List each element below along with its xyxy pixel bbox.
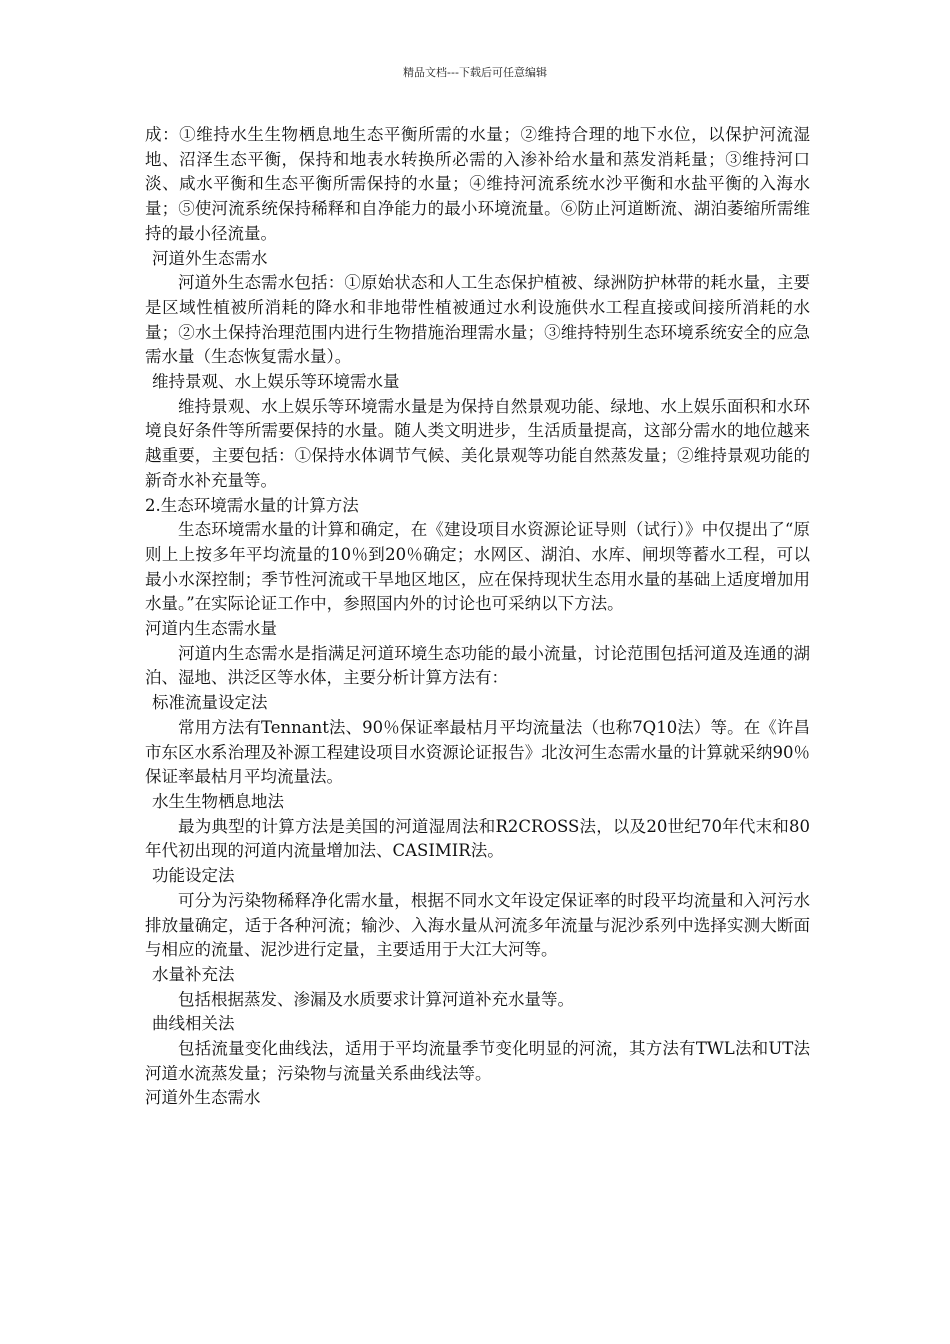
section-heading: 河道外生态需水 [152, 248, 268, 268]
body-paragraph: 河道外生态需水包括：①原始状态和人工生态保护植被、绿洲防护林带的耗水量，主要是区域性植被所消耗的降水和非地带性植被通过水利设施供水工程直接或间接所消耗的水量；②水土保持治理范围内进行生物措施治理需水量；③维持特别生态环境系统安全的应急需水量（生态恢复需水量）。 [145, 273, 810, 367]
body-paragraph: 可分为污染物稀释净化需水量，根据不同水文年设定保证率的时段平均流量和入河污水排放量确定，适于各种河流；输沙、入海水量从河流多年流量与泥沙系列中选择实测大断面与相应的流量、泥沙进行定量，主要适用于大江大河等。 [145, 890, 810, 960]
section-heading: 河道外生态需水 [145, 1088, 261, 1108]
section-heading: 河道内生态需水量 [145, 619, 277, 639]
body-paragraph: 维持景观、水上娱乐等环境需水量是为保持自然景观功能、绿地、水上娱乐面积和水环境良好条件等所需要保持的水量。随人类文明进步，生活质量提高，这部分需水的地位越来越重要，主要包括：①保持水体调节气候、美化景观等功能自然蒸发量；②维持景观功能的新奇水补充量等。 [145, 396, 810, 490]
page-header: 精品文档---下载后可任意编辑 [403, 66, 547, 79]
body-paragraph: 包括根据蒸发、渗漏及水质要求计算河道补充水量等。 [178, 989, 574, 1009]
section-heading: 标准流量设定法 [152, 693, 268, 713]
section-heading: 2.生态环境需水量的计算方法 [145, 495, 359, 515]
section-heading: 曲线相关法 [152, 1014, 235, 1034]
body-paragraph: 河道内生态需水是指满足河道环境生态功能的最小流量，讨论范围包括河道及连通的湖泊、湿地、洪泛区等水体，主要分析计算方法有： [145, 643, 810, 688]
body-paragraph: 包括流量变化曲线法，适用于平均流量季节变化明显的河流，其方法有TWL法和UT法河道水流蒸发量；污染物与流量关系曲线法等。 [145, 1039, 810, 1083]
section-heading: 水生生物栖息地法 [152, 791, 284, 811]
section-heading: 水量补充法 [152, 964, 235, 984]
document-body [145, 123, 810, 1111]
body-paragraph: 成：①维持水生生物栖息地生态平衡所需的水量；②维持合理的地下水位，以保护河流湿地、沼泽生态平衡，保持和地表水转换所必需的入渗补给水量和蒸发消耗量；③维持河口淡、咸水平衡和生态平衡所需保持的水量；④维持河流系统水沙平衡和水盐平衡的入海水量；⑤使河流系统保持稀释和自净能力的最小环境流量。⑥防止河道断流、湖泊萎缩所需维持的最小径流量。 [145, 125, 810, 243]
section-heading: 维持景观、水上娱乐等环境需水量 [152, 372, 400, 392]
body-paragraph: 最为典型的计算方法是美国的河道湿周法和R2CROSS法，以及20世纪70年代末和80年代初出现的河道内流量增加法、CASIMIR法。 [145, 816, 810, 861]
section-heading: 功能设定法 [152, 866, 235, 886]
body-paragraph: 生态环境需水量的计算和确定，在《建设项目水资源论证导则（试行）》中仅提出了“原则上上按多年平均流量的10％到20％确定；水网区、湖泊、水库、闸坝等蓄水工程，可以最小水深控制；季节性河流或干旱地区地区，应在保持现状生态用水量的基础上适度增加用水量。”在实际论证工作中，参照国内外的讨论也可采纳以下方法。 [145, 520, 810, 614]
body-paragraph: 常用方法有Tennant法、90％保证率最枯月平均流量法（也称7Q10法）等。在《许昌市东区水系治理及补源工程建设项目水资源论证报告》北汝河生态需水量的计算就采纳90％保证率最枯月平均流量法。 [145, 717, 810, 787]
